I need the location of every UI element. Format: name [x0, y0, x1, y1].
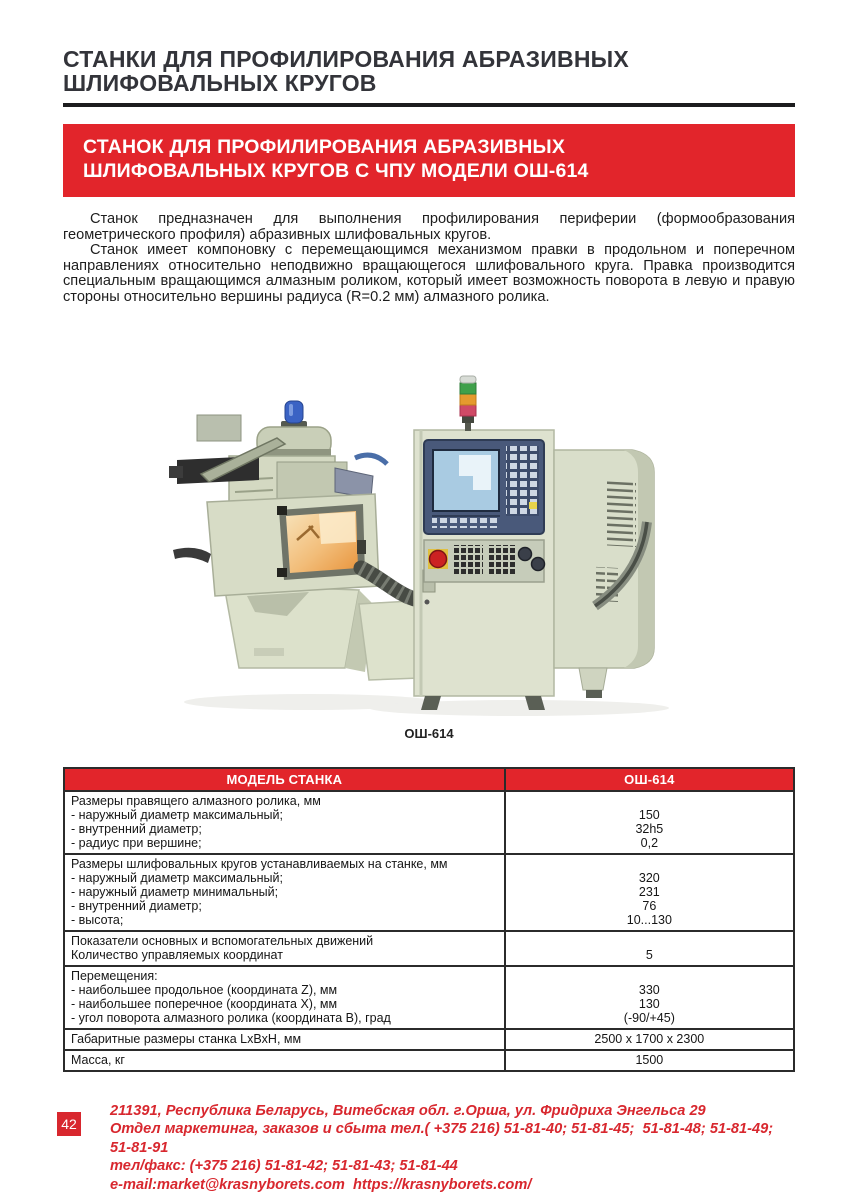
signal-tower-light — [460, 376, 476, 431]
grinding-unit — [169, 401, 387, 672]
spec-value-cell: 1500 — [505, 1050, 794, 1071]
model-banner-title: СТАНОК ДЛЯ ПРОФИЛИРОВАНИЯ АБРАЗИВНЫХ ШЛИФОВАЛЬНЫХ КРУГОВ С ЧПУ МОДЕЛИ ОШ-614 — [83, 136, 589, 183]
spec-header-model: МОДЕЛЬ СТАНКА — [64, 768, 505, 791]
spec-value-cell: 150 32h5 0,2 — [505, 791, 794, 854]
title-rule — [63, 103, 795, 107]
footer-line: тел/факс: (+375 216) 51-81-42; 51-81-43; 51-81-44 — [110, 1158, 458, 1175]
cnc-screen — [432, 449, 500, 512]
door-handle — [173, 547, 211, 562]
spec-value-cell: 5 — [505, 931, 794, 966]
spec-row — [64, 966, 794, 1029]
keypad-keys[interactable] — [488, 545, 517, 575]
email-link[interactable]: e-mail:market@krasnyborets.com — [110, 1176, 345, 1193]
operator-keypad — [424, 540, 545, 582]
intro — [63, 212, 795, 306]
cnc-key-row[interactable] — [432, 518, 500, 528]
spec-row — [64, 791, 794, 854]
beacon-light — [281, 401, 307, 428]
spec-row — [64, 1029, 794, 1050]
viewing-window — [277, 504, 366, 580]
spec-table — [63, 767, 795, 1072]
spec-value-cell: 320 231 76 10...130 — [505, 854, 794, 931]
footer-lines — [110, 1102, 795, 1176]
spec-row — [64, 1050, 794, 1071]
side-cabinet — [554, 450, 654, 698]
intro-paragraph: Станок имеет компоновку с перемещающимся механизмом правки в продольном и поперечном направлениях относительно неподвижно вращающегося шлифовального круга. Правка производится специальным вращающимся алмазным роликом, который имеет возможность поворота в левую и правую стороны относительно вершины радиуса (R=0.2 мм) алмазного ролика. — [63, 242, 795, 305]
spec-table-body — [64, 791, 794, 1071]
spec-table-header-row — [64, 768, 794, 791]
machine-photo — [159, 372, 699, 717]
spec-value-cell: 2500 х 1700 х 2300 — [505, 1029, 794, 1050]
vent-grille — [606, 479, 636, 547]
control-cabinet — [414, 376, 554, 710]
contact-footer — [110, 1102, 795, 1195]
intro-paragraph: Станок предназначен для выполнения профилирования периферии (формообразования геометрического профиля) абразивных шлифовальных кругов. — [63, 210, 795, 243]
control-knob[interactable] — [519, 547, 532, 560]
spec-label-cell: Размеры правящего алмазного ролика, мм - наружный диаметр максимальный; - внутренний диаметр; - радиус при вершине; — [64, 791, 505, 854]
spec-label-cell: Габаритные размеры станка LxBxH, мм — [64, 1029, 505, 1050]
spec-label-cell: Масса, кг — [64, 1050, 505, 1071]
footer-line: Отдел маркетинга, заказов и сбыта тел.( +375 216) 51-81-40; 51-81-45; 51-81-48; 51-81-49; 51-81-91 — [110, 1121, 778, 1156]
spec-header-value: ОШ-614 — [505, 768, 794, 791]
spec-value-cell: 330 130 (-90/+45) — [505, 966, 794, 1029]
website-link[interactable]: https://krasnyborets.com/ — [352, 1176, 532, 1193]
machine-figure — [63, 372, 795, 741]
spec-row — [64, 931, 794, 966]
spec-row — [64, 854, 794, 931]
page-number: 42 — [61, 1116, 77, 1132]
cnc-control-panel — [424, 440, 544, 534]
floor-shadow — [369, 700, 669, 716]
page-title: СТАНКИ ДЛЯ ПРОФИЛИРОВАНИЯ АБРАЗИВНЫХ ШЛИФОВАЛЬНЫХ КРУГОВ — [63, 46, 629, 96]
footer-line: 211391, Республика Беларусь, Витебская обл. г.Орша, ул. Фридриха Энгельса 29 — [110, 1102, 706, 1119]
page-number-badge — [57, 1112, 81, 1136]
spec-label-cell: Перемещения: - наибольшее продольное (координата Z), мм - наибольшее поперечное (координата X), мм - угол поворота алмазного ролика (координата B), град — [64, 966, 505, 1029]
control-knob[interactable] — [532, 557, 545, 570]
spec-label-cell: Размеры шлифовальных кругов устанавливаемых на станке, мм - наружный диаметр максимальный; - наружный диаметр минимальный; - внутренний диаметр; - высота; — [64, 854, 505, 931]
spec-label-cell: Показатели основных и вспомогательных движений Количество управляемых координат — [64, 931, 505, 966]
keypad-keys[interactable] — [454, 545, 483, 575]
figure-caption: ОШ-614 — [404, 725, 454, 741]
model-banner — [63, 124, 795, 197]
emergency-stop-button[interactable] — [430, 550, 447, 567]
footer-links-line — [110, 1176, 795, 1195]
